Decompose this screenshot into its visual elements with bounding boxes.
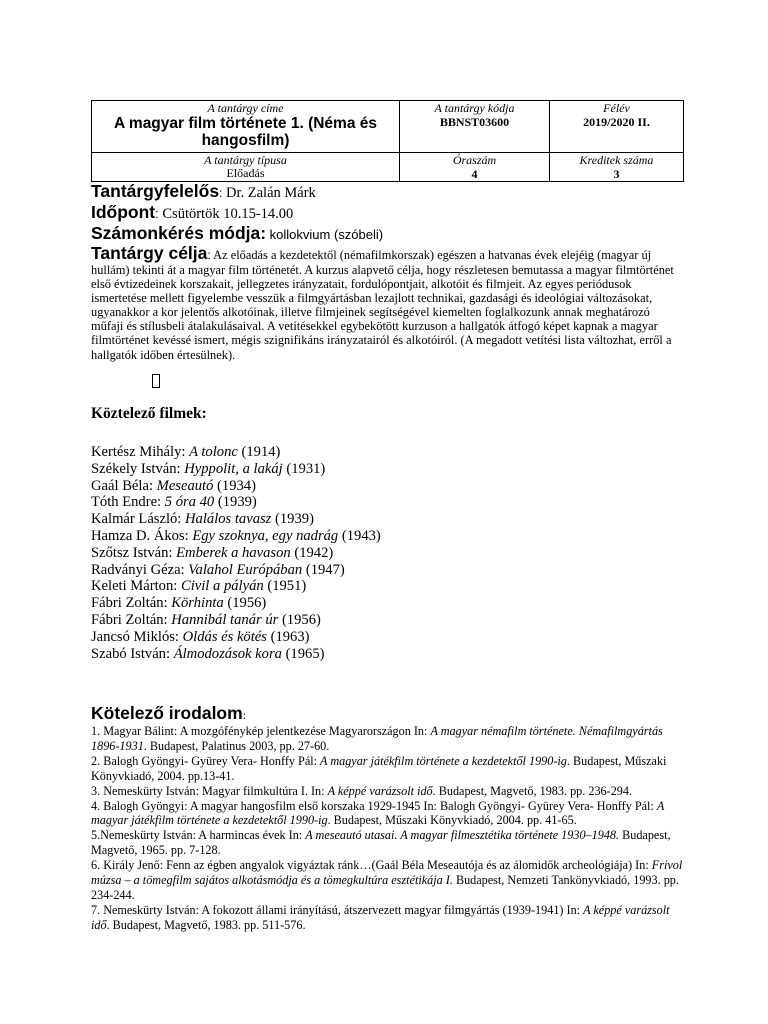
course-code-cell	[400, 101, 550, 153]
film-year: (1951)	[263, 578, 307, 595]
film-director: Fábri Zoltán:	[91, 611, 172, 628]
semester-label: Félév	[603, 101, 630, 115]
literature-text: . Budapest, Műszaki Könyvkiadó, 2004. pp. 41-65.	[327, 813, 577, 828]
literature-item	[91, 799, 683, 829]
literature-work-title: A képpé varázsolt idő	[91, 902, 670, 932]
literature-work-title: A magyar játékfilm története a kezdetektől 1990-ig	[91, 798, 665, 828]
film-item	[91, 444, 381, 461]
film-year: (1965)	[281, 645, 325, 662]
literature-text: . Budapest, Magvető, 1983. pp. 236-294.	[432, 783, 633, 798]
responsible-label: Tantárgyfelelős	[91, 181, 220, 201]
hours-label: Óraszám	[452, 153, 497, 167]
hours: 4	[471, 167, 478, 181]
film-year: (1939)	[214, 494, 257, 511]
film-item	[91, 528, 381, 545]
film-year: (1943)	[338, 527, 381, 544]
literature-text: Budapest, Magvető, 1965. pp. 7-128.	[91, 828, 671, 858]
time-value: Csütörtök 10.15-14.00	[158, 206, 294, 222]
film-year: (1942)	[290, 544, 334, 561]
literature-list	[91, 724, 683, 933]
film-year: (1947)	[302, 561, 345, 578]
films-heading: Köztelező filmek:	[91, 405, 207, 422]
time-label: Időpont	[91, 202, 156, 222]
film-year: (1956)	[223, 595, 267, 612]
film-item	[91, 629, 381, 646]
film-director: Hamza D. Ákos:	[91, 527, 193, 544]
exam-label: Számonkérés módja:	[91, 223, 267, 243]
goal-paragraph	[91, 244, 683, 362]
literature-work-title: Frivol múzsa – a tömegfilm sajátos alkotásmódja és a tömegkultúra esztétikája I.	[91, 858, 683, 888]
literature-heading	[91, 703, 246, 725]
literature-text: 5.Nemeskürty István: A harmincas évek In:	[91, 828, 306, 843]
film-title: Hyppolit, a lakáj	[184, 460, 283, 477]
credits-label: Kreditek száma	[579, 153, 654, 167]
film-director: Tóth Endre:	[91, 494, 165, 511]
literature-text: . Budapest, Palatinus 2003, pp. 27-60.	[143, 738, 330, 753]
literature-heading-text: Kötelező irodalom	[91, 703, 243, 723]
film-item	[91, 461, 381, 478]
literature-item	[91, 754, 683, 784]
course-info-table	[91, 100, 684, 182]
film-item	[91, 494, 381, 511]
film-title: Oldás és kötés	[182, 628, 267, 645]
course-code: BBNST03600	[439, 115, 510, 129]
literature-text: . Budapest, Magvető, 1983. pp. 511-576.	[106, 917, 306, 932]
film-title: Meseautó	[156, 477, 214, 494]
exam-line	[91, 224, 683, 244]
responsible-sep: :	[219, 186, 223, 200]
film-director: Kertész Mihály:	[91, 444, 190, 460]
film-year: (1956)	[278, 611, 321, 628]
film-director: Jancsó Miklós:	[91, 628, 183, 645]
literature-item	[91, 784, 683, 799]
film-director: Székely István:	[91, 460, 185, 477]
document-page	[91, 100, 683, 362]
literature-item	[91, 828, 683, 858]
film-item	[91, 562, 381, 579]
film-item	[91, 511, 381, 528]
literature-text: 7. Nemeskürty István: A fokozott állami irányítású, átszervezett magyar filmgyártás (1939-1941) In:	[91, 902, 584, 917]
course-type: Előadás	[226, 166, 265, 180]
film-title: Álmodozások kora	[173, 645, 282, 662]
literature-work-title: A magyar játékfilm története a kezdetektől 1990-ig	[320, 753, 567, 768]
literature-text: 4. Balogh Gyöngyi: A magyar hangosfilm első korszaka 1929-1945 In: Balogh Gyöngyi- Gyürey Vera- Honffy Pál:	[91, 798, 657, 813]
course-type-cell	[92, 153, 400, 182]
literature-text: 3. Nemeskürty István: Magyar filmkultúra I. In:	[91, 783, 328, 798]
hours-cell	[400, 153, 550, 182]
film-item	[91, 646, 381, 663]
film-year: (1939)	[271, 511, 314, 528]
semester-cell	[550, 101, 684, 153]
film-year: (1931)	[282, 460, 326, 477]
goal-text: Az előadás a kezdetektől (némafilmkorszak) egészen a hatvanas évek elejéig (magyar új hullám) tekinti át a magyar film történetét. A kurzus alapvető célja, hogy részletesen bemutassa a magyar filmtörténet első évtizedeinek korszakait, jellegzetes irányzatait, fordulópontjait, alkotóit és filmjeit. Az egyes periódusok ismertetése mellett figyelembe vesszük a filmgyártásban lezajlott technikai, gazdasági és ideológiai változásokat, ugyanakkor a kor jelentős alkotóinak, illetve filmjeinek segítségével kiemelten foglalkozunk annak meghatározó műfaji és stílusbeli átalakulásaival. A vetítésekkel egybekötött kurzuson a hallgatók átfogó képet kapnak a magyar filmtörténet kevéssé ismert, mégis szignifikáns irányzatairól és alkotóiról. (A megadott vetítési lista változhat, erről a hallgatók időben értesülnek).	[91, 248, 674, 362]
film-year: (1914)	[237, 444, 281, 460]
responsible-value: Dr. Zalán Márk	[222, 185, 316, 201]
film-item	[91, 545, 381, 562]
responsible-line	[91, 182, 683, 203]
course-code-label: A tantárgy kódja	[434, 101, 515, 115]
film-title: Hannibál tanár úr	[171, 611, 279, 628]
literature-item	[91, 903, 683, 933]
film-list	[91, 444, 381, 662]
literature-item	[91, 858, 683, 903]
film-item	[91, 595, 381, 612]
literature-text: . Budapest, Műszaki Könyvkiadó, 2004. pp.13-41.	[91, 753, 667, 783]
film-year: (1963)	[266, 628, 310, 645]
film-title: A tolonc	[189, 444, 238, 460]
literature-item	[91, 724, 683, 754]
credits-cell	[550, 153, 684, 182]
film-director: Gaál Béla:	[91, 477, 157, 494]
time-line	[91, 203, 683, 224]
film-director: Keleti Márton:	[91, 578, 181, 595]
course-title-cell	[92, 101, 400, 153]
film-title: Civil a pályán	[180, 578, 264, 595]
literature-text: Budapest, Nemzeti Tankönyvkiadó, 1993. pp. 234-244.	[91, 873, 679, 902]
film-title: Emberek a havason	[176, 544, 291, 561]
course-type-label: A tantárgy típusa	[204, 153, 287, 167]
film-item	[91, 612, 381, 629]
film-title: 5 óra 40	[164, 494, 215, 511]
film-director: Szőtsz István:	[91, 544, 177, 561]
film-item	[91, 578, 381, 595]
literature-work-title: A magyar némafilm története. Némafilmgyártás 1896-1931	[91, 724, 663, 753]
literature-text: 1. Magyar Bálint: A mozgófénykép jelentkezése Magyarországon In:	[91, 724, 431, 738]
semester: 2019/2020 II.	[583, 115, 650, 129]
course-title-label: A tantárgy címe	[207, 101, 284, 115]
exam-value: kollokvium (szóbeli)	[266, 227, 384, 242]
goal-sep: :	[207, 248, 211, 262]
film-title: Egy szoknya, egy nadrág	[192, 527, 339, 544]
film-year: (1934)	[213, 477, 256, 494]
literature-text: 6. Király Jenő: Fenn az égben angyalok vigyáztak ránk…(Gaál Béla Meseautója és az álomidők archeológiája) In:	[91, 858, 652, 873]
literature-work-title: A képpé varázsolt idő	[327, 783, 433, 798]
literature-text: 2. Balogh Gyöngyi- Gyürey Vera- Honffy Pál:	[91, 753, 321, 768]
literature-heading-colon: :	[242, 708, 247, 722]
time-sep: :	[155, 206, 159, 221]
film-director: Szabó István:	[91, 645, 174, 662]
film-item	[91, 478, 381, 495]
film-title: Körhinta	[171, 595, 224, 612]
credits: 3	[613, 167, 620, 181]
missing-glyph-box-icon	[152, 374, 160, 388]
course-title: A magyar film története 1. (Néma és hangosfilm)	[113, 115, 377, 149]
film-director: Fábri Zoltán:	[91, 595, 172, 612]
film-title: Valahol Európában	[188, 561, 303, 578]
film-title: Halálos tavasz	[185, 511, 272, 528]
film-director: Radványi Géza:	[91, 561, 189, 578]
goal-label: Tantárgy célja	[91, 243, 208, 263]
literature-work-title: A meseautó utasai. A magyar filmesztétika története 1930–1948.	[305, 828, 620, 843]
film-director: Kalmár László:	[91, 511, 186, 528]
